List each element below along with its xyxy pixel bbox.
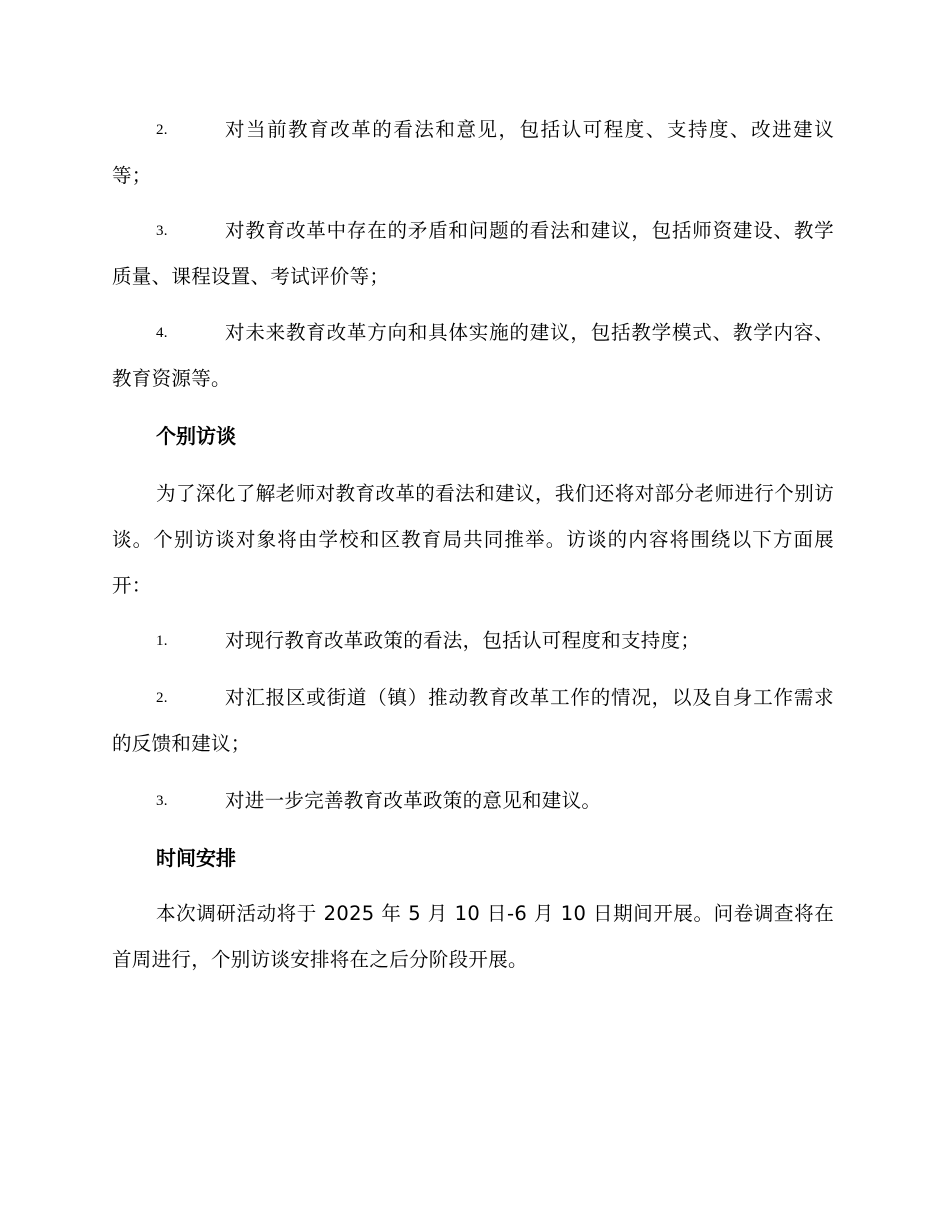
list-item: [112, 107, 834, 199]
list-item-text: 对汇报区或街道（镇）推动教育改革工作的情况，以及自身工作需求的反馈和建议；: [112, 686, 834, 755]
list-item-number: 3.: [156, 223, 168, 239]
list-item: [112, 778, 834, 824]
list-item-text: 对未来教育改革方向和具体实施的建议，包括教学模式、教学内容、教育资源等。: [112, 321, 834, 390]
section-heading-schedule: 时间安排: [156, 846, 236, 870]
list-item-number: 1.: [156, 633, 168, 649]
list-item-text: 对当前教育改革的看法和意见，包括认可程度、支持度、改进建议等；: [112, 118, 834, 187]
list-item-text: 对进一步完善教育改革政策的意见和建议。: [225, 789, 602, 812]
list-item: [112, 310, 834, 402]
list-item-number: 2.: [156, 122, 168, 138]
list-item-text: 对现行教育改革政策的看法，包括认可程度和支持度；: [225, 629, 701, 652]
list-item-number: 2.: [156, 690, 168, 706]
list-item-text: 对教育改革中存在的矛盾和问题的看法和建议，包括师资建设、教学质量、课程设置、考试评价等；: [112, 219, 834, 288]
interview-paragraph: 为了深化了解老师对教育改革的看法和建议，我们还将对部分老师进行个别访谈。个别访谈对象将由学校和区教育局共同推举。访谈的内容将围绕以下方面展开：: [112, 482, 834, 597]
list-item: [112, 208, 834, 300]
schedule-paragraph: 本次调研活动将于 2025 年 5 月 10 日-6 月 10 日期间开展。问卷调查将在首周进行，个别访谈安排将在之后分阶段开展。: [112, 902, 834, 971]
list-item-number: 4.: [156, 325, 168, 341]
section-heading-interview: 个别访谈: [156, 424, 236, 448]
list-item: [112, 675, 834, 767]
list-item-number: 3.: [156, 793, 168, 809]
list-item: [112, 618, 834, 664]
